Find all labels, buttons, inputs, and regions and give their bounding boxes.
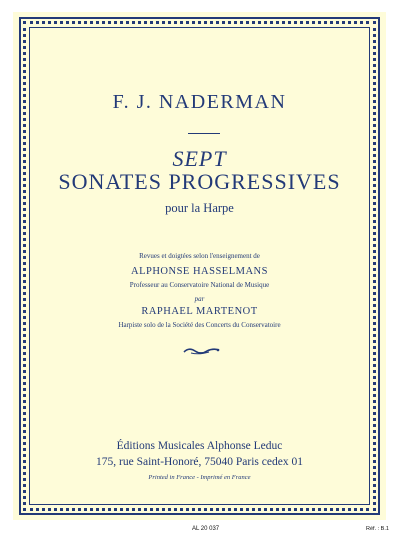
publisher: Éditions Musicales Alphonse Leduc bbox=[116, 440, 283, 452]
printed-note: Printed in France - Imprimé en France bbox=[148, 474, 251, 481]
publisher-address: 175, rue Saint-Honoré, 75040 Paris cedex 01 bbox=[96, 456, 303, 468]
editor-name: RAPHAEL MARTENOT bbox=[141, 306, 258, 317]
ornament-icon bbox=[183, 346, 221, 356]
by-label: par bbox=[194, 295, 205, 303]
title-line-1: SEPT bbox=[172, 146, 227, 171]
reference-number: Réf. : B.1 bbox=[366, 526, 389, 532]
subtitle: pour la Harpe bbox=[165, 201, 234, 215]
revision-note: Revues et doigtées selon l'enseignement de bbox=[139, 252, 260, 260]
catalog-number: AL 20 037 bbox=[192, 526, 220, 532]
score-cover bbox=[13, 12, 386, 520]
editor-role: Harpiste solo de la Société des Concerts du Conservatoire bbox=[118, 321, 281, 329]
composer-name: F. J. NADERMAN bbox=[112, 91, 287, 113]
reviser-role: Professeur au Conservatoire National de Musique bbox=[129, 281, 270, 289]
reviser-name: ALPHONSE HASSELMANS bbox=[131, 266, 268, 277]
title-line-2: SONATES PROGRESSIVES bbox=[58, 169, 341, 194]
title-divider bbox=[188, 133, 220, 134]
